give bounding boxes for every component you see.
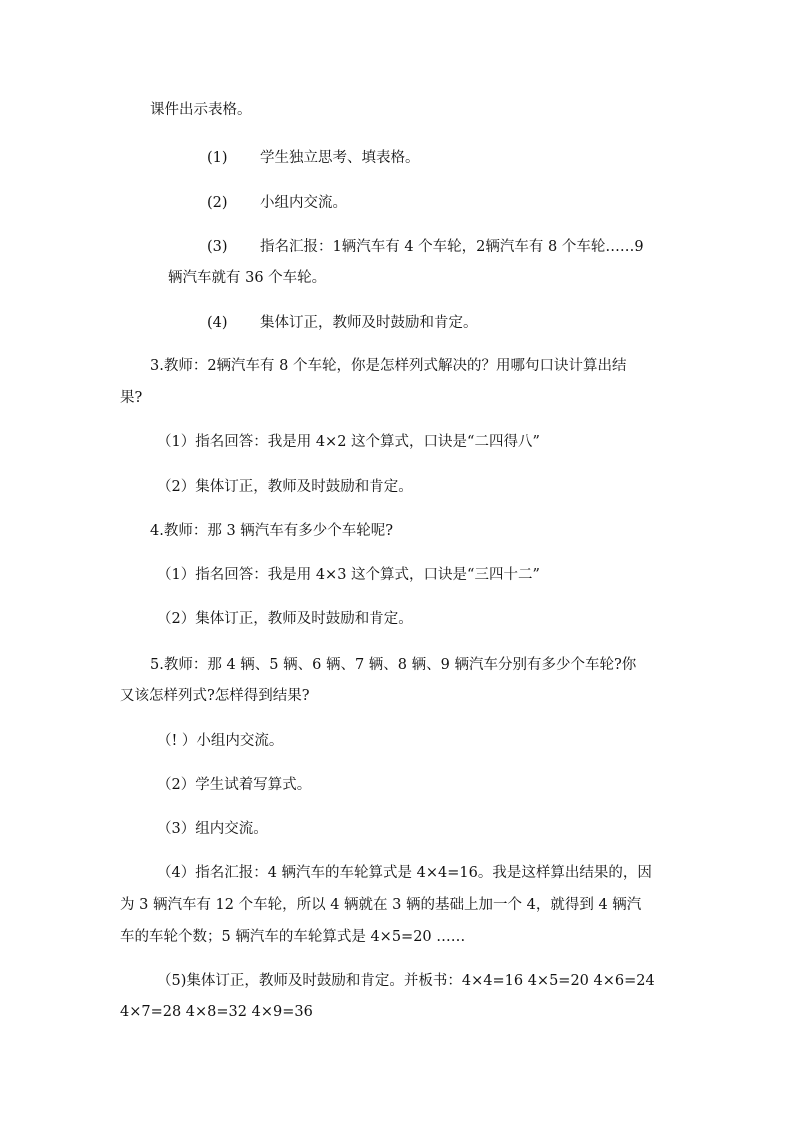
paragraph-line: （3）组内交流。	[157, 821, 268, 837]
paragraph-line: 课件出示表格。	[150, 102, 252, 118]
paragraph-line: 指名汇报：1辆汽车有 4 个车轮，2辆汽车有 8 个车轮……9	[260, 239, 644, 255]
paragraph-line: （2）学生试着写算式。	[157, 777, 312, 793]
paragraph-line: （! ）小组内交流。	[157, 733, 284, 749]
list-number: (2)	[207, 195, 228, 211]
paragraph-line: 为 3 辆汽车有 12 个车轮，所以 4 辆就在 3 辆的基础上加一个 4，就得到 4 辆汽	[120, 897, 642, 913]
paragraph-line: 3.教师：2辆汽车有 8 个车轮，你是怎样列式解决的？用哪句口诀计算出结	[150, 358, 627, 374]
paragraph-line: 车的车轮个数；5 辆汽车的车轮算式是 4×5=20 ……	[120, 929, 466, 945]
paragraph-line: （5)集体订正，教师及时鼓励和肯定。并板书：4×4=16 4×5=20 4×6=24	[157, 973, 655, 989]
paragraph-line: 4×7=28 4×8=32 4×9=36	[120, 1004, 313, 1020]
paragraph-line: 小组内交流。	[260, 195, 347, 211]
paragraph-line: （1）指名回答：我是用 4×3 这个算式，口诀是“三四十二”	[157, 567, 540, 583]
paragraph-line: 又该怎样列式?怎样得到结果?	[120, 688, 310, 704]
list-number: (3)	[207, 239, 228, 255]
paragraph-line: 辆汽车就有 36 个车轮。	[168, 270, 327, 286]
paragraph-line: 果?	[120, 390, 143, 406]
paragraph-line: （1）指名回答：我是用 4×2 这个算式，口诀是“二四得八”	[157, 434, 540, 450]
list-number: (4)	[207, 315, 228, 331]
paragraph-line: 4.教师：那 3 辆汽车有多少个车轮呢?	[150, 523, 394, 539]
paragraph-line: （2）集体订正，教师及时鼓励和肯定。	[157, 611, 413, 627]
paragraph-line: 5.教师：那 4 辆、5 辆、6 辆、7 辆、8 辆、9 辆汽车分别有多少个车轮?你	[150, 657, 637, 673]
paragraph-line: （4）指名汇报：4 辆汽车的车轮算式是 4×4=16。我是这样算出结果的，因	[157, 865, 652, 881]
paragraph-line: 集体订正，教师及时鼓励和肯定。	[260, 315, 478, 331]
paragraph-line: 学生独立思考、填表格。	[260, 150, 420, 166]
list-number: (1)	[207, 150, 228, 166]
paragraph-line: （2）集体订正，教师及时鼓励和肯定。	[157, 479, 413, 495]
